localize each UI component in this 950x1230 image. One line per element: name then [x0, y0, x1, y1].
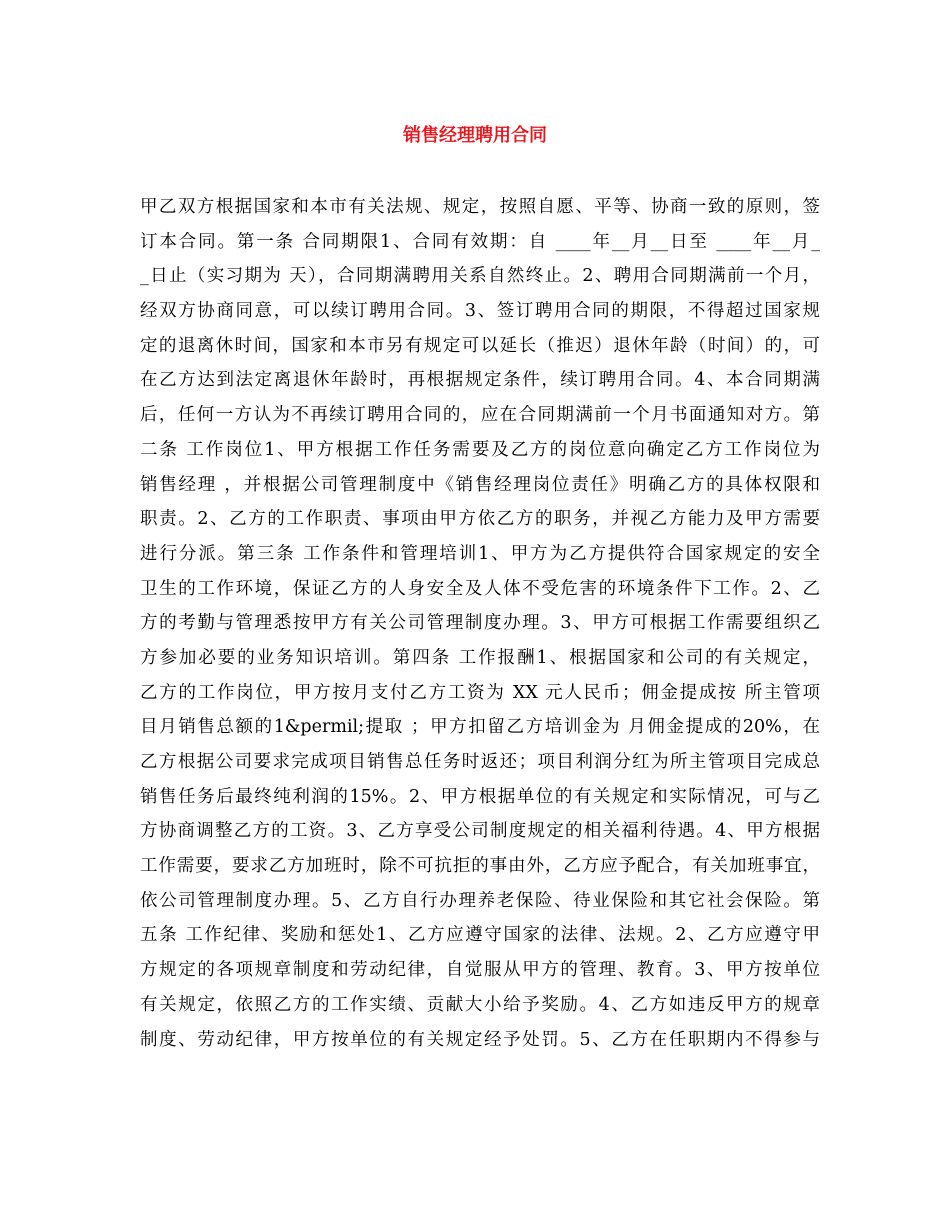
body-line: 经双方协商同意，可以续订聘用合同。3、签订聘用合同的期限，不得超过国家规 [140, 301, 820, 322]
body-line: 卫生的工作环境，保证乙方的人身安全及人体不受危害的环境条件下工作。2、乙 [140, 578, 820, 599]
body-line: 工作需要，要求乙方加班时，除不可抗拒的事由外，乙方应予配合，有关加班事宜， [140, 856, 820, 877]
body-line: 目月销售总额的1&permil;提取 ；甲方扣留乙方培训金为 月佣金提成的20%，在 [140, 717, 820, 738]
body-line: 五条 工作纪律、奖励和惩处1、乙方应遵守国家的法律、法规。2、乙方应遵守甲 [140, 925, 820, 946]
body-line: 二条 工作岗位1、甲方根据工作任务需要及乙方的岗位意向确定乙方工作岗位为 [140, 439, 820, 460]
body-line: 制度、劳动纪律，甲方按单位的有关规定经予处罚。5、乙方在任职期内不得参与 [140, 1029, 820, 1050]
document-body [140, 190, 820, 1057]
body-line: 后，任何一方认为不再续订聘用合同的，应在合同期满前一个月书面通知对方。第 [140, 405, 820, 426]
body-line: _日止（实习期为 天），合同期满聘用关系自然终止。2、聘用合同期满前一个月， [140, 266, 820, 287]
body-line: 方的考勤与管理悉按甲方有关公司管理制度办理。3、甲方可根据工作需要组织乙 [140, 613, 820, 634]
body-line: 方协商调整乙方的工资。3、乙方享受公司制度规定的相关福利待遇。4、甲方根据 [140, 821, 820, 842]
body-line: 乙方的工作岗位，甲方按月支付乙方工资为 XX 元人民币；佣金提成按 所主管项 [140, 682, 820, 703]
body-line: 销售经理 ，并根据公司管理制度中《销售经理岗位责任》明确乙方的具体权限和 [140, 474, 820, 495]
body-line: 职责。2、乙方的工作职责、事项由甲方依乙方的职务，并视乙方能力及甲方需要 [140, 509, 820, 530]
body-line: 销售任务后最终纯利润的15%。2、甲方根据单位的有关规定和实际情况，可与乙 [140, 786, 820, 807]
body-line: 甲乙双方根据国家和本市有关法规、规定，按照自愿、平等、协商一致的原则，签 [140, 197, 820, 217]
body-line: 订本合同。第一条 合同期限1、合同有效期：自 ____年__月__日至 ____年__月_ [140, 231, 820, 252]
body-line: 有关规定，依照乙方的工作实绩、贡献大小给予奖励。4、乙方如违反甲方的规章 [140, 994, 820, 1015]
document-title: 销售经理聘用合同 [403, 125, 547, 146]
body-line: 进行分派。第三条 工作条件和管理培训1、甲方为乙方提供符合国家规定的安全 [140, 543, 820, 564]
body-line: 乙方根据公司要求完成项目销售总任务时返还；项目利润分红为所主管项目完成总 [140, 752, 820, 772]
body-line: 方规定的各项规章制度和劳动纪律，自觉服从甲方的管理、教育。3、甲方按单位 [140, 960, 820, 981]
body-line: 方参加必要的业务知识培训。第四条 工作报酬1、根据国家和公司的有关规定， [140, 647, 820, 668]
body-line: 依公司管理制度办理。5、乙方自行办理养老保险、待业保险和其它社会保险。第 [140, 890, 820, 911]
body-line: 在乙方达到法定离退休年龄时，再根据规定条件，续订聘用合同。4、本合同期满 [140, 370, 820, 391]
body-line: 定的退离休时间，国家和本市另有规定可以延长（推迟）退休年龄（时间）的，可 [140, 335, 820, 356]
